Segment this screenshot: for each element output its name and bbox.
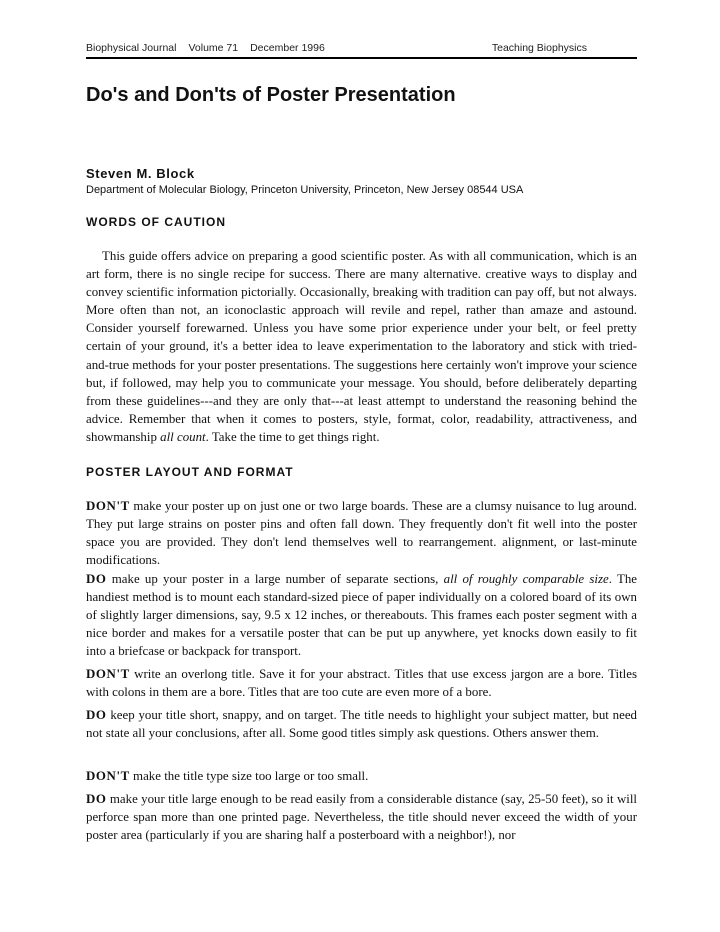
running-header: [86, 42, 637, 59]
advice-keyword: DON'T: [86, 499, 130, 513]
section-heading-layout: POSTER LAYOUT AND FORMAT: [86, 465, 294, 479]
advice-keyword: DO: [86, 572, 107, 586]
advice-keyword: DO: [86, 708, 107, 722]
advice-item: [86, 790, 637, 844]
advice-item: [86, 665, 637, 701]
paragraph-caution-text: This guide offers advice on preparing a good scientific poster. As with all communication, which is an art form, there is no single recipe for success. There are many alternative. creative ways to display and convey scientific information pictorially. Occasionally, breaking with tradition can pay off, but not always. More often than not, an iconoclastic approach will revile and repel, rather than amaze and astound. Consider yourself forewarned. Unless you have some prior experience under your belt, or feel pretty certain of your ground, it's a better idea to leave experimentation to the laboratory and stick with tried-and-true methods for your poster presentations. The suggestions here certainly won't improve your science but, if followed, may help you to communicate your message. You should, before deliberately departing from these guidelines---and they are only that---at least attempt to understand the reasoning behind the advice. Remember that when it comes to posters, style, format, color, readability, attractiveness, and showmanship: [86, 249, 637, 444]
advice-item: [86, 497, 637, 569]
paragraph-caution-tail: . Take the time to get things right.: [205, 429, 380, 444]
author-affiliation: Department of Molecular Biology, Princeton University, Princeton, New Jersey 08544 USA: [86, 184, 524, 196]
advice-item: [86, 767, 637, 785]
author-name: Steven M. Block: [86, 166, 195, 181]
advice-text: make the title type size too large or too small.: [129, 769, 369, 783]
paragraph-caution-emphasis: all count: [160, 429, 206, 444]
section-heading-caution: WORDS OF CAUTION: [86, 215, 226, 229]
journal-name: Biophysical Journal: [86, 42, 177, 54]
advice-text: make your poster up on just one or two large boards. These are a clumsy nuisance to lug around. They put large strains on poster pins and often fall down. They frequently don't fit well into the poster space you are provided. They don't lend themselves well to rearrangement. alignment, or last-minute modifications.: [86, 499, 637, 568]
journal-volume: Volume 71: [188, 42, 239, 54]
advice-text-tail: . The handiest method is to mount each standard-sized piece of paper individually on a colored board of its own of slightly larger dimensions, say, 9.5 x 12 inches, or thereabouts. This frames each poster segment with a nice border and makes for a versatile poster that can be put up anywhere, yet knocks down easily to fit into a briefcase or backpack for transport.: [86, 572, 637, 659]
advice-keyword: DON'T: [86, 667, 130, 681]
advice-text: make up your poster in a large number of separate sections,: [106, 572, 444, 586]
advice-text: keep your title short, snappy, and on target. The title needs to highlight your subject matter, but need not state all your conclusions, after all. Some good titles simply ask questions. Others answer them.: [86, 708, 637, 741]
paragraph-caution: [86, 247, 637, 446]
advice-item: [86, 570, 637, 660]
advice-keyword: DON'T: [86, 769, 130, 783]
advice-keyword: DO: [86, 792, 107, 806]
article-title: Do's and Don'ts of Poster Presentation: [86, 84, 456, 106]
advice-emphasis: all of roughly comparable size: [443, 572, 609, 586]
journal-section: Teaching Biophysics: [491, 42, 587, 54]
advice-item: [86, 706, 637, 742]
advice-text: write an overlong title. Save it for your abstract. Titles that use excess jargon are a bore. Titles with colons in them are a bore. Titles that are too cute are even more of a bore.: [86, 667, 637, 700]
journal-date: December 1996: [250, 42, 325, 54]
advice-text: make your title large enough to be read easily from a considerable distance (say, 25-50 feet), so it will perforce span more than one printed page. Nevertheless, the title should never exceed the width of your poster area (particularly if you are sharing half a posterboard with a neighbor!), nor: [86, 792, 637, 843]
